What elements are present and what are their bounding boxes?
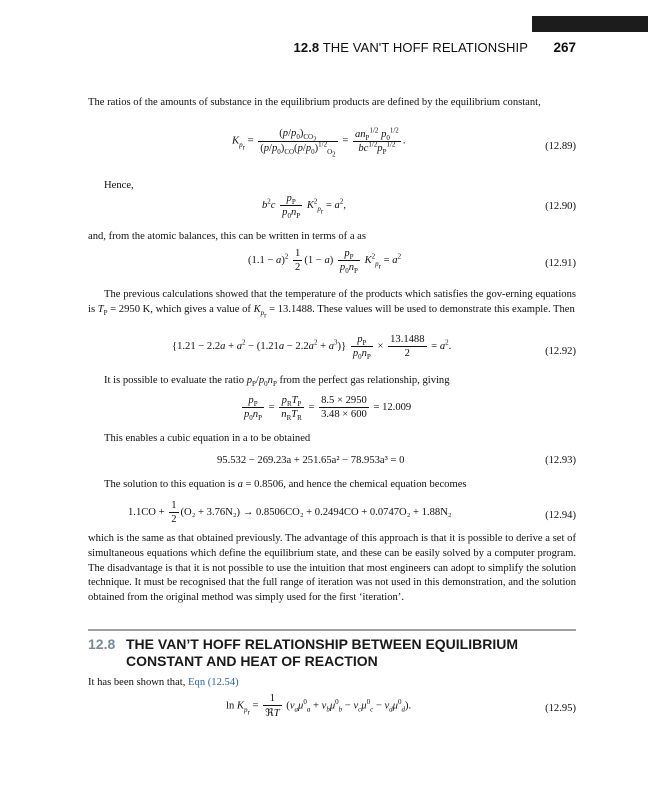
section-number: 12.8	[88, 636, 116, 652]
section-title: THE VAN’T HOFF RELATIONSHIP BETWEEN EQUILIBRIUM CONSTANT AND HEAT OF REACTION	[126, 636, 518, 669]
header-accent-bar	[532, 16, 648, 32]
page-number: 267	[553, 40, 576, 55]
equation-12-95: $\ln K_{p_r}$ = $\frac{1}{\text{ℜT}}$ $(v_a\mu^0_a + v_b\mu^0_b - v_c\mu^0_c - v_d\mu^0_d)$.	[226, 693, 412, 719]
equation-12-94: 1.1CO + $\frac{1}{2}$ (O₂ + 3.76N₂) → 0.8506CO₂ + 0.2494CO + 0.0747O₂ + 1.88N₂	[128, 500, 452, 525]
paragraph-perfect-gas: It is possible to evaluate the ratio $p_P/p_0n_P$ from the perfect gas relationship, giving	[104, 375, 450, 389]
paragraph-previous-calculations: The previous calculations showed that the temperature of the products which satisfies the gov-erning equations is $T_P = 2950$ K, which gives a value of $K_{p_r} = 13.1488$. These values will be used to demonstrate this example. Then	[88, 289, 576, 320]
paragraph-cubic-equation: This enables a cubic equation in a to be obtained	[104, 433, 311, 444]
ratio-result: = 12.009	[373, 401, 412, 413]
paragraph-atomic-balances: and, from the atomic balances, this can be written in terms of a as	[88, 231, 366, 242]
equation-12-93: 95.532 − 269.23a + 251.65a² − 78.953a³ = 0	[217, 455, 405, 466]
text-hence: Hence,	[104, 180, 134, 191]
paragraph-solution: The solution to this equation is a = 0.8506, and hence the chemical equation becomes	[104, 479, 467, 490]
e92-numerator: 13.1488	[390, 334, 425, 345]
equation-number-12-90: (12.90)	[545, 201, 576, 212]
section-divider	[88, 629, 576, 631]
equation-pressure-ratio: $\frac{p_P}{p_0n_P}$ = $\frac{p_RT_P}{n_RT_R}$ = $\frac{8.5 \times 2950}{3.48 \times 600}$ = 12.009	[244, 395, 412, 423]
equation-12-91: $(1.1 - a)^2$ $\frac{1}{2}$ (1 − a) $\frac{p_P}{p_0n_P}$ $K^2_{p_r} = a^2$	[248, 248, 402, 276]
paragraph-it-has-been-shown: It has been shown that, Eqn (12.54)	[88, 677, 239, 688]
paragraph-equilibrium-ratios: The ratios of the amounts of substance in the equilibrium products are defined by the equilibrium constant,	[88, 97, 541, 108]
equation-number-12-94: (12.94)	[545, 510, 576, 521]
equation-number-12-91: (12.91)	[545, 258, 576, 269]
ratio-denominator: 3.48 × 600	[321, 409, 367, 420]
running-header	[0, 40, 648, 62]
ratio-numerator: 8.5 × 2950	[321, 395, 367, 406]
equation-12-90: $b^2c$ $\frac{p_P}{p_0n_P}$ $K^2_{p_r} = a^2$,	[262, 193, 346, 221]
equation-number-12-92: (12.92)	[545, 346, 576, 357]
equation-number-12-89: (12.89)	[545, 141, 576, 152]
equation-12-89: $K_{p_r}$ = $\frac{(p/p_0)_{CO_2}}{(p/p_0)_{CO}(p/p_0)^{1/2}_{O_2}}$ = $\frac{an_P^{1/2} p_0^{1/2}}{bc^{1/2}p_P^{1/2}}$ .	[232, 125, 406, 158]
equation-12-92: $\{1.21 - 2.2a + a^2 - (1.21a - 2.2a^2 + a^3)\}$ $\frac{p_P}{p_0n_P}$ × $\frac{13.1488}{2}$ = $a^2$.	[172, 334, 452, 362]
equation-reference-link[interactable]: Eqn (12.54)	[188, 677, 239, 688]
paragraph-advantages: which is the same as that obtained previously. The advantage of this approach is that it is possible to derive a set of simultaneous equations which define the equilibrium state, and these can be easily solved by a computer program. The disadvantage is that it is not possible to use the intuition that most engineers can adopt to simplify the solution technique. It must be recognised that the full range of iteration was not used in this demonstration, and the solution obtained from the original method was simply used for the first ‘iteration’.	[88, 533, 576, 604]
equation-number-12-95: (12.95)	[545, 703, 576, 714]
running-title: 12.8 THE VAN'T HOFF RELATIONSHIP	[293, 40, 528, 55]
equation-number-12-93: (12.93)	[545, 455, 576, 466]
